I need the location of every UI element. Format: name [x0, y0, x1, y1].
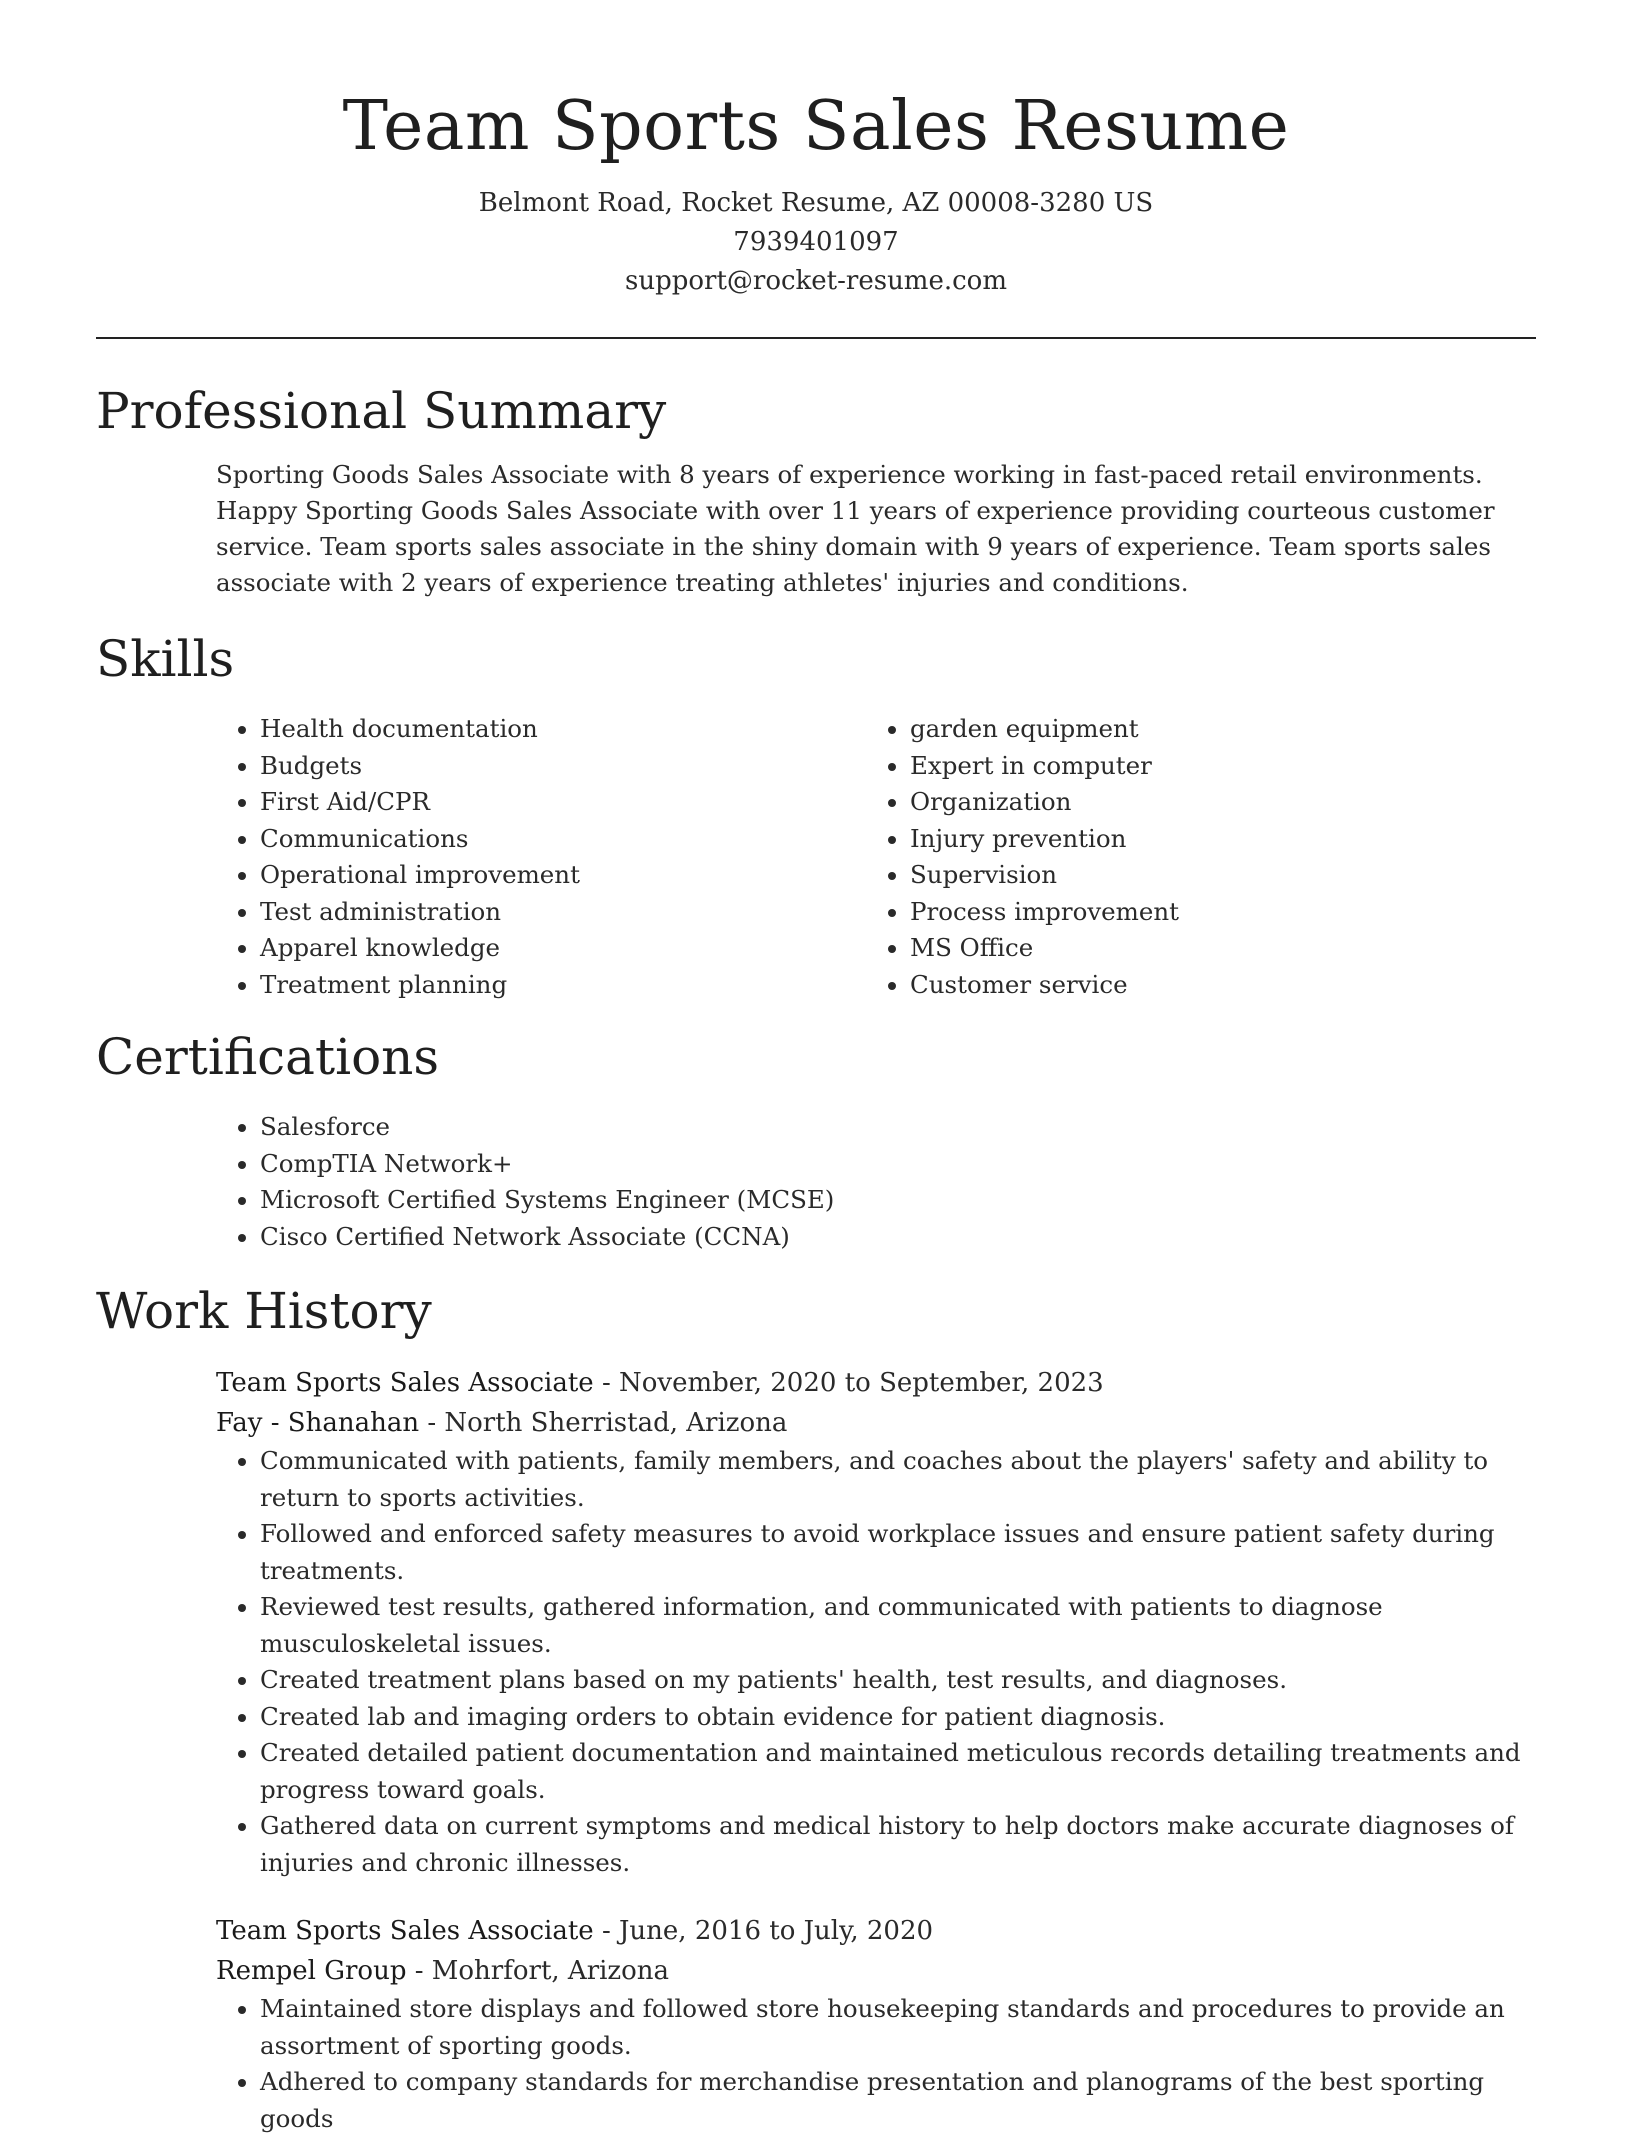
job-duty-item: • Gathered data on current symptoms and medical history to help doctors make accurate diagnoses of injuries and chronic illnesses. — [260, 1808, 1536, 1881]
certification-item: • Salesforce — [260, 1109, 1536, 1146]
skill-item: • Health documentation — [260, 711, 866, 748]
job-company-line — [216, 1951, 1536, 1991]
job-location: - North Sherristad, Arizona — [419, 1408, 788, 1438]
header-divider — [96, 337, 1536, 339]
work-history-section — [96, 1279, 1536, 2137]
certifications-heading: Certifications — [96, 1028, 440, 1086]
job-company: Fay - Shanahan — [216, 1408, 420, 1438]
job-duty-item: • Followed and enforced safety measures to avoid workplace issues and ensure patient safety during treatments. — [260, 1516, 1536, 1589]
certifications-list-wrap — [216, 1109, 1536, 1255]
skill-item: • MS Office — [910, 930, 1516, 967]
skill-item: • Organization — [910, 784, 1516, 821]
job-title-line — [216, 1363, 1536, 1403]
skill-item: • Apparel knowledge — [260, 930, 866, 967]
job-company: Rempel Group — [216, 1956, 407, 1986]
job-dates: - June, 2016 to July, 2020 — [593, 1916, 934, 1946]
skill-item: • Test administration — [260, 894, 866, 931]
certification-item: • Cisco Certified Network Associate (CCNA) — [260, 1219, 1536, 1256]
job-duty-item: • Reviewed test results, gathered information, and communicated with patients to diagnose musculoskeletal issues. — [260, 1589, 1536, 1662]
summary-text: Sporting Goods Sales Associate with 8 years of experience working in fast-paced retail environments. Happy Sporting Goods Sales Associate with over 11 years of experience providing courteous customer service. Team sports sales associate in the shiny domain with 9 years of experience. Team sports sales associate with 2 years of experience treating athletes' injuries and conditions. — [216, 460, 1495, 597]
skill-item: • Treatment planning — [260, 967, 866, 1004]
skill-item: • Injury prevention — [910, 821, 1516, 858]
job-location: - Mohrfort, Arizona — [406, 1956, 670, 1986]
job-title-line — [216, 1911, 1536, 1951]
skills-column-right — [866, 711, 1516, 1003]
skill-item: • Process improvement — [910, 894, 1516, 931]
certifications-list — [216, 1109, 1536, 1255]
resume-header — [96, 0, 1536, 301]
job-role: Team Sports Sales Associate — [216, 1916, 594, 1946]
summary-heading: Professional Summary — [96, 382, 667, 440]
contact-address: Belmont Road, Rocket Resume, AZ 00008-3280 US — [478, 188, 1154, 218]
skill-item: • Expert in computer — [910, 748, 1516, 785]
skills-columns — [216, 711, 1536, 1003]
resume-title: Team Sports Sales Resume — [342, 87, 1290, 166]
skills-list-left — [216, 711, 866, 1003]
skill-item: • First Aid/CPR — [260, 784, 866, 821]
job-duty-item: • Maintained store displays and followed store housekeeping standards and procedures to provide an assortment of sporting goods. — [260, 1991, 1536, 2064]
skills-column-left — [216, 711, 866, 1003]
certification-item: • Microsoft Certified Systems Engineer (MCSE) — [260, 1182, 1536, 1219]
job-role: Team Sports Sales Associate — [216, 1368, 594, 1398]
contact-phone: 7939401097 — [733, 227, 899, 257]
job-company-line — [216, 1403, 1536, 1443]
job-entry — [216, 1911, 1536, 2137]
skills-heading: Skills — [96, 630, 235, 688]
skills-section — [96, 627, 1536, 1003]
skill-item: • garden equipment — [910, 711, 1516, 748]
skill-item: • Communications — [260, 821, 866, 858]
job-dates: - November, 2020 to September, 2023 — [593, 1368, 1104, 1398]
certifications-section — [96, 1025, 1536, 1255]
skill-item: • Operational improvement — [260, 857, 866, 894]
job-duty-item: • Created treatment plans based on my patients' health, test results, and diagnoses. — [260, 1662, 1536, 1699]
job-duty-item: • Created detailed patient documentation and maintained meticulous records detailing treatments and progress toward goals. — [260, 1735, 1536, 1808]
contact-info — [96, 184, 1536, 301]
job-duties-list — [216, 1443, 1536, 1881]
job-duty-item: • Adhered to company standards for merchandise presentation and planograms of the best sporting goods — [260, 2064, 1536, 2137]
job-entry — [216, 1363, 1536, 1881]
resume-page — [96, 0, 1536, 2137]
summary-section — [96, 379, 1536, 601]
skill-item: • Supervision — [910, 857, 1516, 894]
contact-email: support@rocket-resume.com — [624, 266, 1007, 296]
job-duty-item: • Created lab and imaging orders to obtain evidence for patient diagnosis. — [260, 1699, 1536, 1736]
job-duties-list — [216, 1991, 1536, 2137]
skills-list-right — [866, 711, 1516, 1003]
job-duty-item: • Communicated with patients, family members, and coaches about the players' safety and ability to return to sports activities. — [260, 1443, 1536, 1516]
skill-item: • Customer service — [910, 967, 1516, 1004]
work-history-heading: Work History — [96, 1282, 432, 1340]
skill-item: • Budgets — [260, 748, 866, 785]
certification-item: • CompTIA Network+ — [260, 1146, 1536, 1183]
